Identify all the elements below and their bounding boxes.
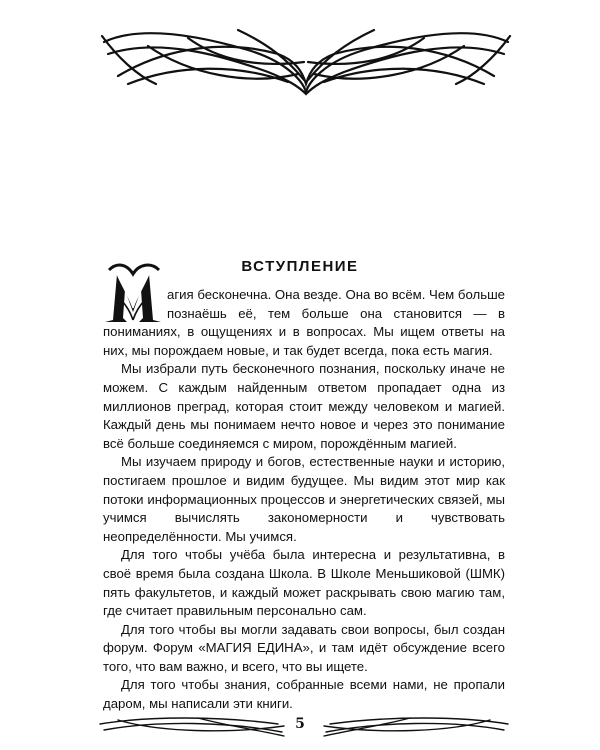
body-text <box>103 286 505 714</box>
paragraph-text: агия бесконечна. Она везде. Она во всём. Чем больше познаёшь её, тем больше она становится — в пониманиях, в ощущениях и в вопросах. Мы ищем ответы на них, мы порождаем новые, и так будет всегда, пока есть магия. <box>103 287 505 358</box>
paragraph: Для того чтобы знания, собранные всеми нами, не пропали даром, мы написали эти книги. <box>103 677 505 712</box>
paragraph: Для того чтобы вы могли задавать свои вопросы, был создан форум. Форум «МАГИЯ ЕДИНА», и там идёт обсуждение всего того, что вам важно, и всего, что вы ищете. <box>103 621 505 674</box>
paragraph: Мы избрали путь бесконечного познания, поскольку иначе не можем. С каждым найденным ответом пропадает одна из миллионов преград, которая стоит между человеком и магией. Каждый день мы понимаем нечто новое и через это понимание всё больше соединяемся с миром, порождённым магией. <box>103 361 505 451</box>
page-number: 5 <box>295 716 305 732</box>
paragraph <box>103 286 505 360</box>
paragraph: Для того чтобы учёба была интересна и результативна, в своё время была создана Школа. В Школе Меньшиковой (ШМК) пять факультетов, и каждый может раскрывать свою магию там, где считает правильным персонально сам. <box>103 547 505 619</box>
chapter-heading: ВСТУПЛЕНИЕ <box>241 258 359 275</box>
paragraph: Мы изучаем природу и богов, естественные науки и историю, постигаем прошлое и видим будущее. Мы видим этот мир как потоки информационных процессов и энергетических связей, мы учимся вычислять закономерности и чувствовать неопределённости. Мы учимся. <box>103 454 505 544</box>
top-ornament <box>98 24 514 100</box>
